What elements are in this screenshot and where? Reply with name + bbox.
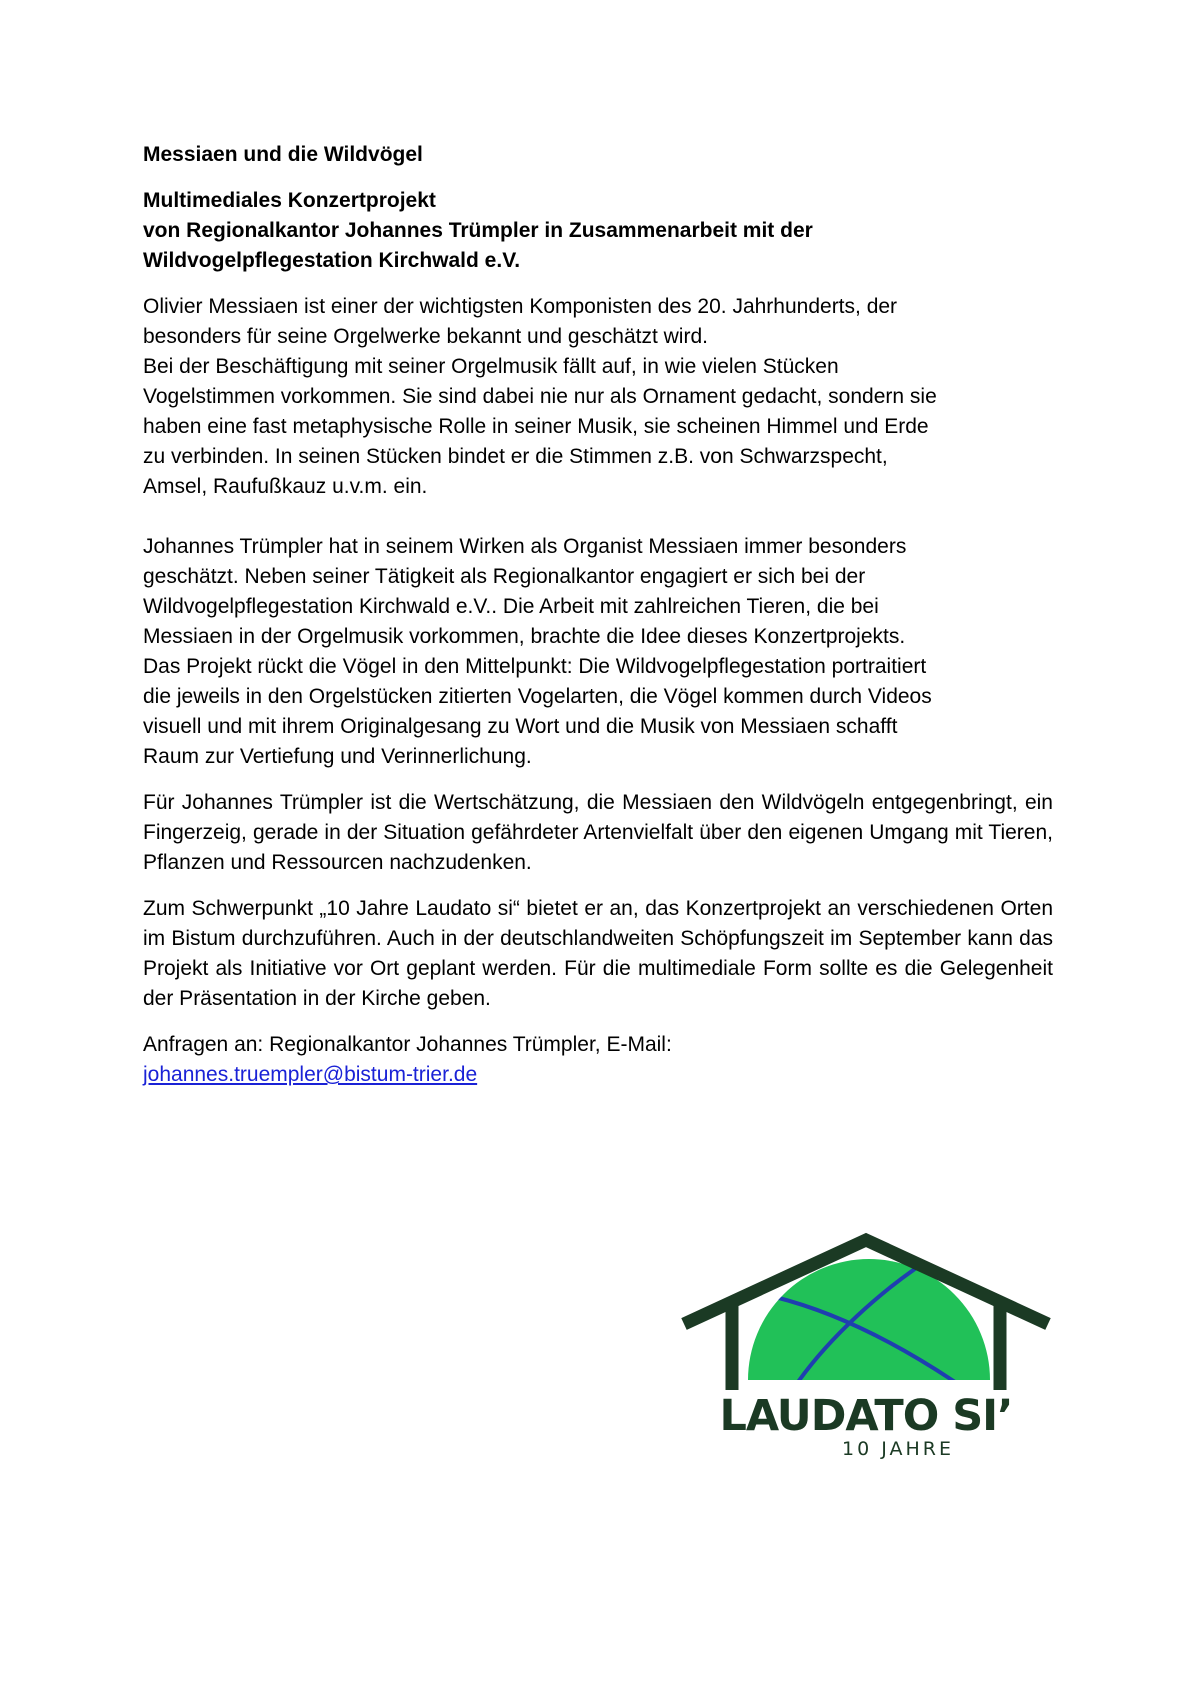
subtitle-line: Multimediales Konzertprojekt <box>143 189 436 212</box>
blank-line <box>143 502 1053 532</box>
paragraph-line: haben eine fast metaphysische Rolle in seiner Musik, sie scheinen Himmel und Erde <box>143 415 929 438</box>
paragraph-line: Johannes Trümpler hat in seinem Wirken als Organist Messiaen immer besonders <box>143 535 907 558</box>
paragraph-line: Amsel, Raufußkauz u.v.m. ein. <box>143 475 428 498</box>
paragraph-line: Das Projekt rückt die Vögel in den Mittelpunkt: Die Wildvogelpflegestation portraitiert <box>143 655 927 678</box>
subtitle-line: Wildvogelpflegestation Kirchwald e.V. <box>143 249 521 272</box>
paragraph-appreciation: Für Johannes Trümpler ist die Wertschätzung, die Messiaen den Wildvögeln entgegenbringt, ein Fingerzeig, gerade in der Situation gefährdeter Artenvielfalt über den eigenen Umgang mit Tieren, Pflanzen und Ressourcen nachzudenken. <box>143 791 1053 874</box>
paragraph-line: Vogelstimmen vorkommen. Sie sind dabei nie nur als Ornament gedacht, sondern sie <box>143 385 937 408</box>
paragraph-line: visuell und mit ihrem Originalgesang zu Wort und die Musik von Messiaen schafft <box>143 715 898 738</box>
email-link[interactable]: johannes.truempler@bistum-trier.de <box>143 1063 478 1086</box>
paragraph-laudato-si: Zum Schwerpunkt „10 Jahre Laudato si“ bietet er an, das Konzertprojekt an verschiedenen Orten im Bistum durchzuführen. Auch in der deutschlandweiten Schöpfungszeit im September kann das Projekt als Initiative vor Ort geplant werden. Für die multimediale Form sollte es die Gelegenheit der Präsentation in der Kirche geben. <box>143 897 1053 1010</box>
document-title: Messiaen und die Wildvögel <box>143 143 423 166</box>
paragraph-line: Olivier Messiaen ist einer der wichtigsten Komponisten des 20. Jahrhunderts, der <box>143 295 898 318</box>
paragraph-line: Raum zur Vertiefung und Verinnerlichung. <box>143 745 532 768</box>
contact-block <box>143 1030 1053 1090</box>
paragraph-line: zu verbinden. In seinen Stücken bindet er die Stimmen z.B. von Schwarzspecht, <box>143 445 888 468</box>
paragraph-line: Wildvogelpflegestation Kirchwald e.V.. Die Arbeit mit zahlreichen Tieren, die bei <box>143 595 879 618</box>
logo-tagline: 10 JAHRE <box>842 1438 954 1460</box>
paragraph-line: besonders für seine Orgelwerke bekannt und geschätzt wird. <box>143 325 708 348</box>
contact-line: Anfragen an: Regionalkantor Johannes Trümpler, E-Mail: <box>143 1033 672 1056</box>
paragraph-line: Bei der Beschäftigung mit seiner Orgelmusik fällt auf, in wie vielen Stücken <box>143 355 839 378</box>
paragraph-line: Messiaen in der Orgelmusik vorkommen, brachte die Idee dieses Konzertprojekts. <box>143 625 906 648</box>
document-subtitle <box>143 186 1053 276</box>
subtitle-line: von Regionalkantor Johannes Trümpler in Zusammenarbeit mit der <box>143 219 813 242</box>
logo-wordmark: LAUDATO SI’ <box>719 1391 1013 1441</box>
document-content <box>143 140 1053 1106</box>
paragraph-line: die jeweils in den Orgelstücken zitierten Vogelarten, die Vögel kommen durch Videos <box>143 685 932 708</box>
laudato-si-logo <box>680 1232 1052 1462</box>
paragraph-line: geschätzt. Neben seiner Tätigkeit als Regionalkantor engagiert er sich bei der <box>143 565 866 588</box>
paragraph-intro <box>143 292 1053 772</box>
